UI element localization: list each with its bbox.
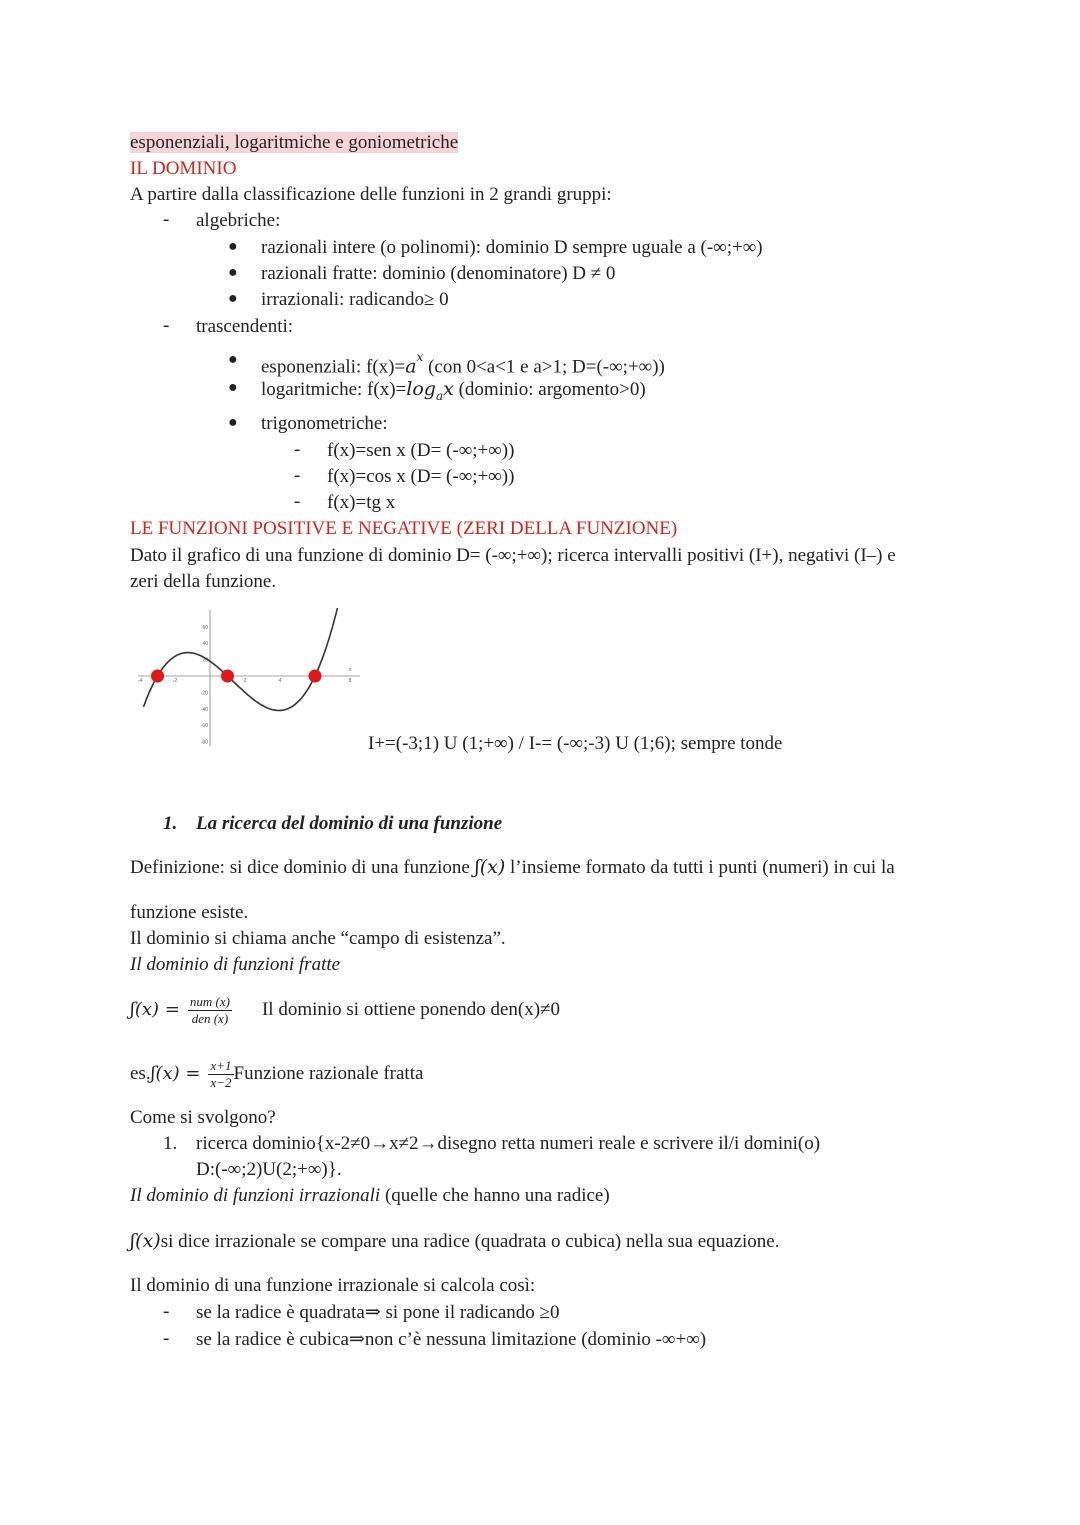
- x-tick-label: 2: [243, 678, 247, 684]
- definition-text: Definizione: si dice dominio di una funzione ʃ(x) l’insieme formato da tutti i punti (numeri) in cui la: [130, 856, 895, 878]
- y-tick-label: -40: [200, 706, 208, 713]
- list-item-razionali-intere: razionali intere (o polinomi): dominio D sempre uguale a (-∞;+∞): [261, 237, 763, 258]
- list-item-cos: f(x)=cos x (D= (-∞;+∞)): [327, 466, 515, 487]
- function-graph: [138, 608, 368, 748]
- campo-esistenza-text: Il dominio si chiama anche “campo di esistenza”.: [130, 928, 506, 949]
- subtitle-funzioni-irrazionali: Il dominio di funzioni irrazionali (quelle che hanno una radice): [130, 1185, 610, 1206]
- list-item-algebriche: algebriche:: [196, 210, 281, 231]
- list-item-razionali-fratte: razionali fratte: dominio (denominatore) D ≠ 0: [261, 263, 616, 284]
- list-item-irrazionali: irrazionali: radicando≥ 0: [261, 289, 449, 310]
- dash-marker: -: [294, 439, 301, 460]
- dash-marker: -: [294, 465, 301, 486]
- question-text: Come si svolgono?: [130, 1107, 276, 1128]
- bullet-icon: ●: [228, 290, 238, 307]
- y-tick-label: -80: [200, 739, 208, 746]
- y-tick-label: -20: [200, 690, 208, 697]
- y-tick-label: 20: [202, 657, 208, 664]
- irrazionale-definition: ʃ(x)si dice irrazionale se compare una radice (quadrata o cubica) nella sua equazione.: [130, 1230, 780, 1252]
- intro-text: A partire dalla classificazione delle funzioni in 2 grandi gruppi:: [130, 184, 612, 205]
- dash-marker: -: [163, 209, 170, 230]
- section-title-dominio: IL DOMINIO: [130, 158, 237, 179]
- fraction: $\frac{x+1}{x-2}$: [210, 1057, 232, 1090]
- dash-marker: -: [163, 315, 170, 336]
- list-item-trigonometriche: trigonometriche:: [261, 413, 388, 434]
- definition-text-cont: funzione esiste.: [130, 902, 249, 923]
- step-text-cont: D:(-∞;2)U(2;+∞)}.: [196, 1159, 342, 1180]
- formula-fratta: ʃ(x) = $\frac{\text{num (x)}}{\text{den (x)}}$ Il dominio si ottiene ponendo den(x)≠0: [130, 993, 560, 1026]
- x-tick-label: 4: [278, 678, 282, 684]
- bullet-icon: ●: [228, 264, 238, 281]
- step-text: ricerca dominio{x-2≠0→x≠2→disegno retta numeri reale e scrivere il/i domini(o): [196, 1133, 821, 1154]
- bullet-icon: ●: [228, 414, 238, 431]
- dash-marker: -: [163, 1301, 170, 1322]
- list-item-logaritmiche: logaritmiche: $f(x)=\log_ax$ (dominio: argomento>0): [261, 378, 646, 403]
- x-tick-label: -4: [138, 678, 143, 684]
- intervals-result: I+=(-3;1) U (1;+∞) / I-= (-∞;-3) U (1;6); sempre tonde: [368, 733, 783, 754]
- zero-point: [221, 670, 234, 683]
- list-item-radice-quadrata: se la radice è quadrata⇒ si pone il radicando ≥0: [196, 1302, 560, 1323]
- y-tick-label: 40: [202, 641, 208, 648]
- list-item-trascendenti: trascendenti:: [196, 316, 294, 337]
- bullet-icon: ●: [228, 351, 238, 368]
- paragraph-grafico-cont: zeri della funzione.: [130, 571, 277, 592]
- heading-highlighted: esponenziali, logaritmiche e goniometriche: [130, 132, 459, 153]
- section-title-funzioni-positive: LE FUNZIONI POSITIVE E NEGATIVE (ZERI DELLA FUNZIONE): [130, 518, 678, 539]
- zero-point: [151, 670, 164, 683]
- list-item-tg: f(x)=tg x: [327, 492, 396, 513]
- paragraph-grafico: Dato il grafico di una funzione di dominio D= (-∞;+∞); ricerca intervalli positivi (I+), negativi (I–) e: [130, 545, 896, 566]
- x-tick-label: 8: [348, 678, 352, 684]
- fraction: $\frac{\text{num (x)}}{\text{den (x)}}$: [189, 993, 230, 1026]
- irrazionale-calcolo: Il dominio di una funzione irrazionale si calcola così:: [130, 1275, 536, 1296]
- step-number: 1.: [163, 1133, 178, 1154]
- dash-marker: -: [163, 1328, 170, 1349]
- bullet-icon: ●: [228, 238, 238, 255]
- section-title-ricerca-dominio: La ricerca del dominio di una funzione: [196, 813, 503, 834]
- zero-point: [309, 670, 322, 683]
- x-tick-label: -2: [172, 678, 178, 684]
- y-tick-label: 60: [202, 624, 208, 631]
- subtitle-funzioni-fratte: Il dominio di funzioni fratte: [130, 954, 341, 975]
- function-curve: [144, 608, 345, 711]
- list-item-esponenziali: esponenziali: $f(x)=a^x$ (con 0<a<1 e a>1; D=(-∞;+∞)): [261, 350, 665, 378]
- x-axis-label: x: [348, 667, 352, 673]
- section-number: 1.: [163, 813, 178, 834]
- y-tick-label: -60: [200, 723, 208, 730]
- list-item-radice-cubica: se la radice è cubica⇒non c’è nessuna limitazione (dominio -∞+∞): [196, 1329, 707, 1350]
- bullet-icon: ●: [228, 379, 238, 396]
- dash-marker: -: [294, 491, 301, 512]
- example-formula: es. ʃ(x) = $\frac{x+1}{x-2}$ Funzione razionale fratta: [130, 1057, 424, 1090]
- list-item-sen: f(x)=sen x (D= (-∞;+∞)): [327, 440, 515, 461]
